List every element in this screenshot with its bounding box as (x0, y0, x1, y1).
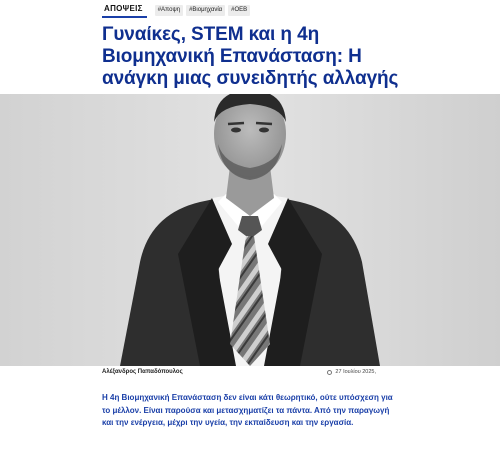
author-name[interactable]: Αλέξανδρος Παπαδόπουλος (102, 369, 183, 375)
category-badge[interactable]: ΑΠΟΨΕΙΣ (102, 3, 147, 18)
tag-oeb[interactable]: #ΟΕΒ (228, 5, 250, 16)
lead-paragraph: Η 4η Βιομηχανική Επανάσταση δεν είναι κάτι θεωρητικό, ούτε υπόσχεση για το μέλλον. Είναι παρούσα και μετασχηματίζει τα πάντα. Από την παραγωγή και την ενέργεια, μέχρι την υγεία, την εκπαίδευση και την εργασία. (102, 393, 393, 427)
date-text: 27 Ιουλίου 2025, (335, 369, 376, 375)
publish-date (327, 368, 376, 376)
tag-viomixania[interactable]: #Βιομηχανία (186, 5, 225, 16)
tag-apopsi[interactable]: #Αποψη (155, 5, 183, 16)
byline (102, 368, 376, 378)
clock-icon (327, 370, 332, 375)
article-title: Γυναίκες, STEM και η 4η Βιομηχανική Επανάσταση: Η ανάγκη μιας συνειδητής αλλαγής (102, 24, 399, 89)
tag-row (102, 3, 253, 17)
author-photo (0, 94, 500, 366)
